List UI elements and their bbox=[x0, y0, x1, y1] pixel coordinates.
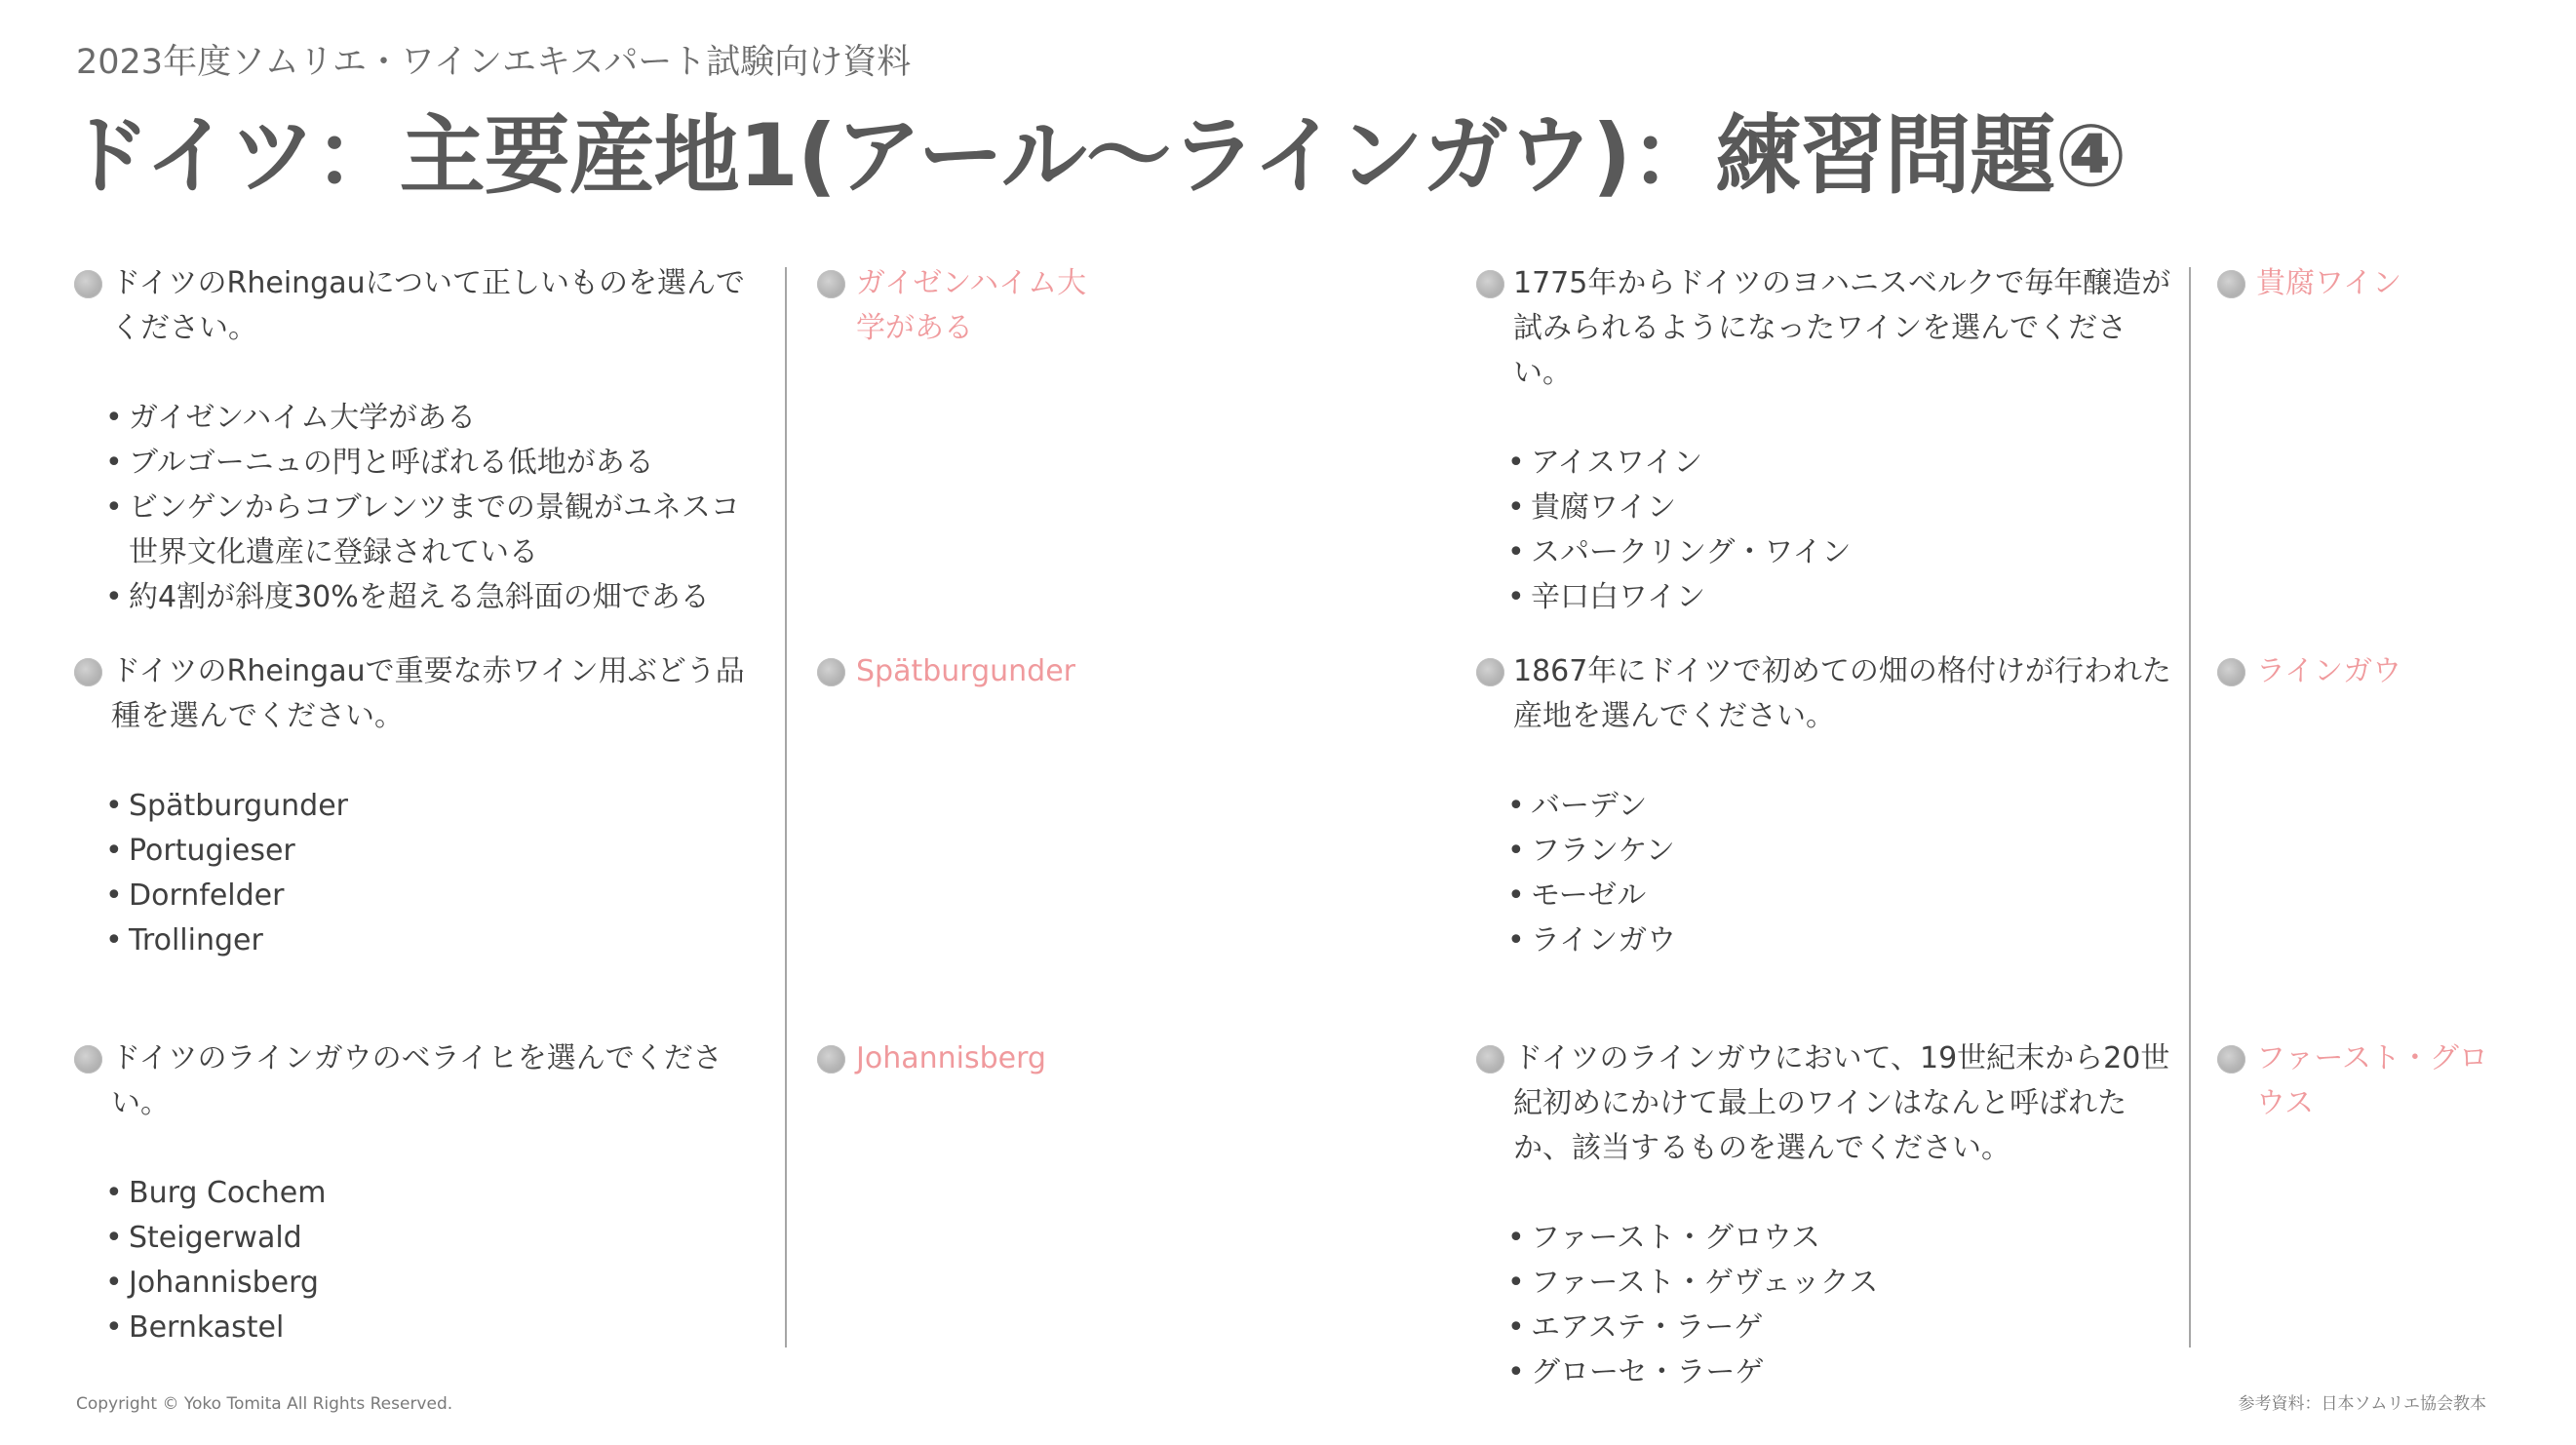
option-item: • ファースト・ゲヴェックス bbox=[1478, 1261, 2172, 1306]
question-bullet-icon bbox=[74, 270, 102, 298]
question-text: ドイツのラインガウのベライヒを選んでください。 bbox=[111, 1041, 722, 1120]
answer-bullet-icon bbox=[817, 1045, 845, 1074]
option-item: • Dornfelder bbox=[76, 874, 759, 918]
option-item: • Burg Cochem bbox=[76, 1171, 759, 1216]
answer-text: Johannisberg bbox=[856, 1041, 1046, 1075]
question-text: 1775年からドイツのヨハニスベルクで毎年醸造が試みられるようになったワインを選んでください。 bbox=[1513, 266, 2171, 390]
option-item: • フランケン bbox=[1478, 829, 2172, 874]
option-item: • 貴腐ワイン bbox=[1478, 486, 2172, 530]
option-item: • ラインガウ bbox=[1478, 918, 2172, 963]
question-text: ドイツのRheingauで重要な赤ワイン用ぶどう品種を選んでください。 bbox=[111, 654, 745, 733]
option-list bbox=[76, 396, 759, 620]
answer-bullet-icon bbox=[817, 658, 845, 686]
answer-text: 貴腐ワイン bbox=[2256, 266, 2402, 300]
option-item: • Johannisberg bbox=[76, 1261, 759, 1306]
answer-text: ガイゼンハイム大学がある bbox=[856, 266, 1087, 345]
footer-copyright: Copyright © Yoko Tomita All Rights Reserved. bbox=[76, 1394, 453, 1414]
question-5 bbox=[1478, 649, 2172, 963]
option-list bbox=[76, 784, 759, 963]
option-item: • Trollinger bbox=[76, 918, 759, 963]
answer-bullet-icon bbox=[2217, 270, 2245, 298]
column-divider bbox=[785, 267, 787, 1347]
answer-bullet-icon bbox=[2217, 1045, 2245, 1074]
option-item: • Portugieser bbox=[76, 829, 759, 874]
question-bullet-icon bbox=[1476, 270, 1504, 298]
answer-text: ファースト・グロウス bbox=[2256, 1041, 2488, 1120]
option-item: • Spätburgunder bbox=[76, 784, 759, 829]
question-4 bbox=[1478, 261, 2172, 620]
option-item: • ビンゲンからコブレンツまでの景観がユネスコ世界文化遺産に登録されている bbox=[76, 486, 759, 575]
option-item: • バーデン bbox=[1478, 784, 2172, 829]
slide-title: ドイツ：主要産地1(アール〜ラインガウ)：練習問題④ bbox=[64, 105, 2127, 206]
question-text: 1867年にドイツで初めての畑の格付けが行われた産地を選んでください。 bbox=[1513, 654, 2171, 733]
question-bullet-icon bbox=[74, 1045, 102, 1074]
question-text: ドイツのラインガウにおいて、19世紀末から20世紀初めにかけて最上のワインはなんと呼ばれたか、該当するものを選んでください。 bbox=[1513, 1041, 2170, 1165]
option-item: • ファースト・グロウス bbox=[1478, 1216, 2172, 1261]
question-3 bbox=[76, 1036, 759, 1350]
answer-text: ラインガウ bbox=[2256, 654, 2402, 688]
option-item: • エアステ・ラーゲ bbox=[1478, 1306, 2172, 1350]
option-list bbox=[1478, 441, 2172, 620]
question-bullet-icon bbox=[1476, 658, 1504, 686]
option-item: • Steigerwald bbox=[76, 1216, 759, 1261]
option-item: • Bernkastel bbox=[76, 1306, 759, 1350]
option-item: • 辛口白ワイン bbox=[1478, 575, 2172, 620]
question-text: ドイツのRheingauについて正しいものを選んでください。 bbox=[111, 266, 746, 345]
column-divider bbox=[2189, 267, 2191, 1347]
footer-reference: 参考資料：日本ソムリエ協会教本 bbox=[2238, 1394, 2486, 1414]
option-list bbox=[76, 1171, 759, 1350]
option-item: • アイスワイン bbox=[1478, 441, 2172, 486]
slide-subtitle: 2023年度ソムリエ・ワインエキスパート試験向け資料 bbox=[76, 43, 912, 82]
option-list bbox=[1478, 1216, 2172, 1395]
answer-bullet-icon bbox=[2217, 658, 2245, 686]
answer-3 bbox=[819, 1036, 1102, 1081]
option-list bbox=[1478, 784, 2172, 963]
option-item: • モーゼル bbox=[1478, 874, 2172, 918]
answer-2 bbox=[819, 649, 1102, 694]
option-item: • 約4割が斜度30%を超える急斜面の畑である bbox=[76, 575, 759, 620]
option-item: • ブルゴーニュの門と呼ばれる低地がある bbox=[76, 441, 759, 486]
option-item: • グローセ・ラーゲ bbox=[1478, 1350, 2172, 1395]
option-item: • ガイゼンハイム大学がある bbox=[76, 396, 759, 441]
answer-6 bbox=[2219, 1036, 2502, 1126]
question-bullet-icon bbox=[74, 658, 102, 686]
answer-bullet-icon bbox=[817, 270, 845, 298]
answer-4 bbox=[2219, 261, 2502, 306]
answer-1 bbox=[819, 261, 1102, 351]
answer-5 bbox=[2219, 649, 2502, 694]
question-6 bbox=[1478, 1036, 2172, 1395]
answer-text: Spätburgunder bbox=[856, 654, 1075, 688]
question-bullet-icon bbox=[1476, 1045, 1504, 1074]
question-1 bbox=[76, 261, 759, 620]
option-item: • スパークリング・ワイン bbox=[1478, 530, 2172, 575]
question-2 bbox=[76, 649, 759, 963]
